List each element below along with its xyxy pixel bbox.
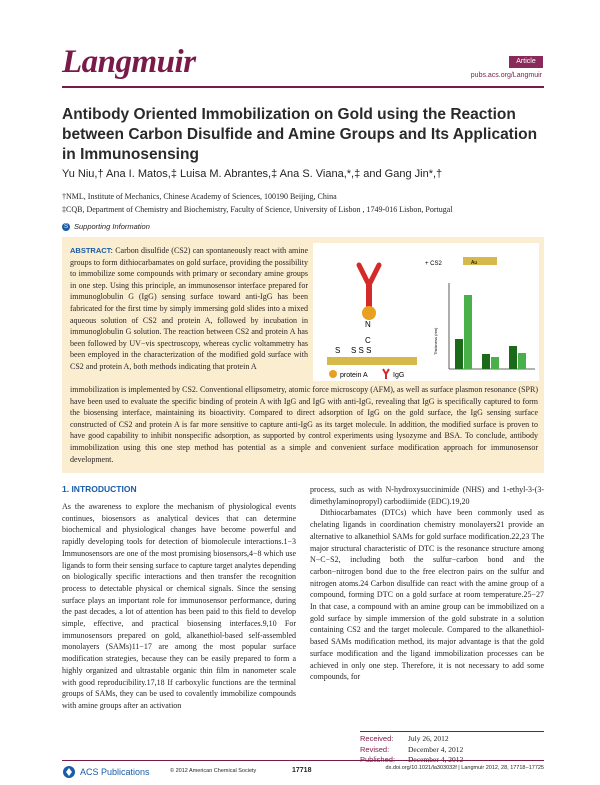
- toc-graphic: [313, 243, 539, 381]
- reaction-gold-slab: [463, 257, 497, 265]
- abstract-box: [62, 237, 544, 473]
- abstract-text-top: [70, 245, 308, 373]
- supporting-info-label: Supporting Information: [74, 222, 150, 231]
- intro-right-column: [310, 484, 544, 683]
- bar-2-1: [482, 354, 490, 369]
- intro-right-text-1: process, such as with N-hydroxysuccinimide (NHS) and 1-ethyl-3-(3-dimethylaminopropyl) carbodiimide (EDC).19,20: [310, 485, 544, 506]
- journal-logo: Langmuir: [62, 44, 196, 80]
- legend-igg: IgG: [393, 372, 405, 379]
- protein-a-legend-icon: [329, 370, 337, 378]
- bar-1-1: [455, 339, 463, 369]
- acs-publications-logo[interactable]: [62, 765, 150, 779]
- graphic-label-s: S: [335, 346, 341, 355]
- bar-group: [455, 295, 526, 369]
- copyright-notice: © 2012 American Chemical Society: [170, 768, 257, 774]
- graphic-label-n: N: [365, 320, 371, 329]
- intro-left-text: As the awareness to explore the mechanism of physiological events continues, biosensors as analytical devices that can determine biochemical and physiological changes have become powerful and rapidly developing tools for detection of biomolecule interactions.1−3 Immunosensors are one of the most promising biosensors,4−8 which use ligands to form their sensing surface to capture target analytes depending on biologically specific interactions and then transfer the recognition process to detectable physical or chemical signals. Since the sensing surface plays an important role for immunosensor performance, during the past decades, a lot of attention has been paid to this field to develop simple, effective, and practical biosensing interfaces.9,10 For immunosensors prepared on gold, alkanethiol-based self-assembled monolayers (SAMs)11−17 are among the most popular surface modification strategies, because they can be easily prepared to form a highly organized and ultrastable organic thin film in nanometer scale with good reproducibility.17,18 If carboxylic functions are the terminal groups of SAMs, they can be used to covalently immobilize compounds with amine groups after an activation: [62, 502, 296, 710]
- header-divider: [62, 86, 544, 88]
- journal-url-link[interactable]: pubs.acs.org/Langmuir: [470, 72, 542, 79]
- supporting-info-icon: S: [63, 223, 68, 230]
- abstract-body-1: Carbon disulfide (CS2) can spontaneously react with amine groups to form dithiocarbamates on gold surface, providing the possibility to immobilize some compounds with primary or secondary amine groups in one step. Using this principle, an immunosensor interface prepared for immunoglobulin G (IgG) sensing surface toward anti-IgG has been fabricated for the first time by simply immersing gold slides into a mixed aqueous solution of CS2 and protein A, followed by incubation in immunoglobulin G solution. The reaction between CS2 and protein A has been followed by UV−vis spectroscopy, whereas cyclic voltammetry has been employed in the characterization of the modified gold surface with CS2 and protein A, both methods indicating that protein A: [70, 246, 309, 371]
- legend-protein-a: protein A: [340, 372, 368, 379]
- affiliation-1: †NML, Institute of Mechanics, Chinese Academy of Sciences, 100190 Beijing, China: [62, 192, 337, 201]
- graphic-label-au: Au: [471, 260, 478, 266]
- intro-right-text-2: Dithiocarbamates (DTCs) which have been commonly used as chelating ligands in coordination chemistry monolayers21 provide an alternative to alkanethiol SAMs for gold surface modification.22,23 The major structural characteristic of DTC is the resonance structure among N−C−S2, including both the sulfur−carbon bond and the carbon−nitrogen bond due to the free electron pairs on the sulfur and nitrogen atoms.24 Carbon disulfide can react with the amine group of a compound, forming DTC on a gold surface at room temperature.25−27 In that case, a compound with an amine group can be immobilized on a gold surface by simple immersion of the gold substrate in a solution containing CS2 and the target molecule. Compared to the alkanethiol-based SAMs modification method, its major advantage is that the gold surface modification and the ligand immobilization processes can be achieved in only one step. Therefore, it is not necessary to add some compounds, for: [310, 508, 544, 682]
- abstract-lead: ABSTRACT:: [70, 246, 113, 255]
- paper-title: Antibody Oriented Immobilization on Gold using the Reaction between Carbon Disulfide and Amine Groups and Its Application in Immunosensing: [62, 106, 538, 163]
- abstract-body-2: immobilization is implemented by CS2. Conventional ellipsometry, atomic force microscopy (AFM), as well as surface plasmon resonance (SPR) have been used to evaluate the specific binding of protein A with IgG and IgG with anti-IgG, revealing that IgG is specifically captured to form the biosensing interface, maintaining its bioactivity. Compared to direct adsorption of IgG on the gold surface, the IgG sensing surface constructed of CS2 and protein A is far more sensitive to capture anti-IgG as its target molecule. In addition, the modified surface is proven to have good capability to inhibit nonspecific adsorption, as supported by control experiments using lysozyme and BSA. To conclude, antibody immobilization using this one step method has potential as a simple and convenient surface modification approach for immunosensor development.: [70, 385, 538, 464]
- supporting-info-link[interactable]: [62, 222, 150, 231]
- bar-3-2: [518, 353, 526, 369]
- revised-date: December 4, 2012: [408, 744, 464, 754]
- bar-2-2: [491, 357, 499, 369]
- igg-legend-icon: [383, 369, 389, 379]
- article-type-badge: Article: [509, 56, 543, 68]
- affiliation-2: ‡CQB, Department of Chemistry and Biochemistry, Faculty of Science, University of Lisbon , 1749-016 Lisbon, Portugal: [62, 205, 453, 214]
- acs-logo-icon: [62, 765, 76, 779]
- revised-row: [360, 745, 463, 756]
- page-number: 17718: [292, 767, 312, 774]
- graphic-yaxis-label: Thickness (nm): [433, 327, 438, 355]
- intro-left-column: [62, 484, 296, 712]
- dates-divider: [360, 731, 544, 732]
- igg-antibody-icon: [359, 265, 379, 320]
- intro-heading: 1. INTRODUCTION: [62, 484, 137, 494]
- bar-3-1: [509, 346, 517, 369]
- author-list: Yu Niu,† Ana I. Matos,‡ Luisa M. Abrantes,‡ Ana S. Viana,*,‡ and Gang Jin*,†: [62, 168, 443, 180]
- graphic-label-sss: S S S: [351, 346, 372, 355]
- graphic-label-c: C: [365, 336, 371, 345]
- received-date: July 26, 2012: [408, 734, 449, 743]
- received-label: Received:: [360, 734, 394, 743]
- bar-1-2: [464, 295, 472, 369]
- gold-substrate: [327, 357, 417, 365]
- publisher-name: ACS Publications: [80, 767, 150, 777]
- received-row: [360, 734, 463, 745]
- doi-citation[interactable]: dx.doi.org/10.1021/la303032f | Langmuir 2012, 28, 17718−17725: [385, 765, 544, 771]
- revised-label: Revised:: [360, 744, 390, 754]
- footer-divider: [62, 760, 544, 761]
- graphic-reaction-cs2: + CS2: [425, 261, 442, 267]
